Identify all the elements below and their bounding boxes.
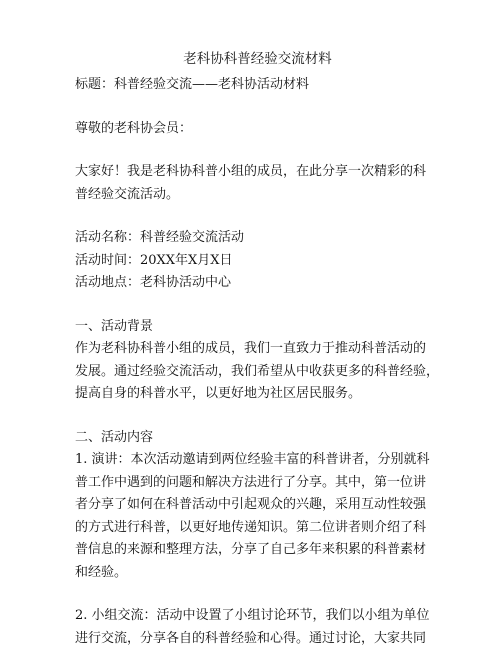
section-background	[75, 316, 440, 406]
activity-name: 活动名称：科普经验交流活动	[75, 227, 440, 250]
item-line: 1. 演讲：本次活动邀请到两位经验丰富的科普讲者，分别就科	[75, 449, 440, 472]
item-line: 2. 小组交流：活动中设置了小组讨论环节，我们以小组为单位	[75, 605, 440, 628]
section-line: 发展。通过经验交流活动，我们希望从中收获更多的科普经验，	[75, 361, 440, 384]
intro-line: 普经验交流活动。	[75, 184, 440, 207]
section-heading: 二、活动内容	[75, 427, 440, 450]
activity-location: 活动地点：老科协活动中心	[75, 272, 440, 295]
item-line: 的方式进行科普，以更好地传递知识。第二位讲者则介绍了科	[75, 517, 440, 540]
document-subtitle: 标题：科普经验交流——老科协活动材料	[75, 74, 440, 97]
section-content	[75, 427, 440, 650]
item-line: 和经验。	[75, 562, 440, 585]
section-heading: 一、活动背景	[75, 316, 440, 339]
section-line: 作为老科协科普小组的成员，我们一直致力于推动科普活动的	[75, 338, 440, 361]
item-line: 者分享了如何在科普活动中引起观众的兴趣，采用互动性较强	[75, 494, 440, 517]
document-title: 老科协科普经验交流材料	[75, 48, 440, 70]
section-line: 提高自身的科普水平，以更好地为社区居民服务。	[75, 383, 440, 406]
intro-line: 大家好！我是老科协科普小组的成员，在此分享一次精彩的科	[75, 161, 440, 184]
item-line: 进行交流，分享各自的科普经验和心得。通过讨论，大家共同	[75, 628, 440, 650]
intro-paragraph	[75, 161, 440, 206]
item-line: 普信息的来源和整理方法，分享了自己多年来积累的科普素材	[75, 539, 440, 562]
item-line: 普工作中遇到的问题和解决方法进行了分享。其中，第一位讲	[75, 472, 440, 495]
activity-info	[75, 227, 440, 295]
activity-time: 活动时间：20XX年X月X日	[75, 250, 440, 273]
document-page	[75, 48, 440, 650]
greeting: 尊敬的老科协会员：	[75, 118, 440, 141]
